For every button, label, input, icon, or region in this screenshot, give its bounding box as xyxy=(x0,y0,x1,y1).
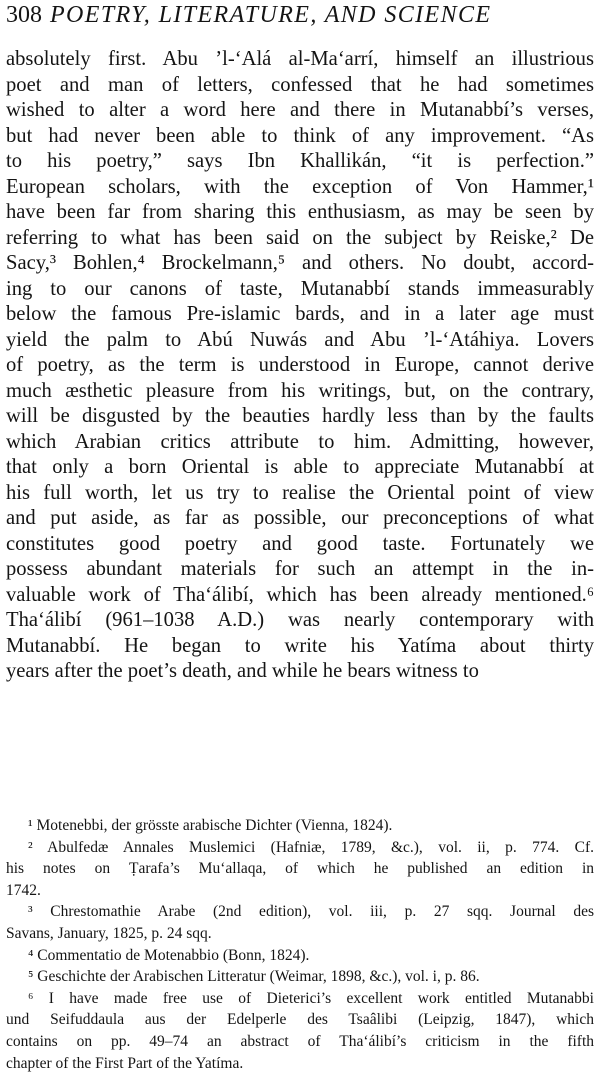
page-number: 308 xyxy=(6,2,42,28)
text-line: absolutely first. Abu ’l-‘Alá al-Ma‘arrí, himself an illustrious xyxy=(6,48,594,70)
footnote-line: his notes on Ṭarafa’s Mu‘allaqa, of which he published an edition in xyxy=(6,860,594,878)
text-line: wished to alter a word here and there in Mutanabbí’s verses, xyxy=(6,99,594,121)
footnote xyxy=(6,988,594,1074)
text-line: years after the poet’s death, and while he bears witness to xyxy=(6,660,479,682)
footnote-line: und Seifuddaula aus der Edelperle des Tsaâlibi (Leipzig, 1847), which xyxy=(6,1011,594,1029)
text-line: of poetry, as the term is understood in Europe, cannot derive xyxy=(6,354,594,376)
footnote-line: ¹ Motenebbi, der grösste arabische Dichter (Vienna, 1824). xyxy=(28,817,393,834)
text-line: will be disgusted by the beauties hardly less than by the faults xyxy=(6,405,594,427)
text-line: Mutanabbí. He began to write his Yatíma about thirty xyxy=(6,634,594,657)
footnote-line: contains on pp. 49–74 an abstract of Tha‘álibí’s criticism in the fifth xyxy=(6,1032,594,1050)
text-line: much æsthetic pleasure from his writings, but, on the contrary, xyxy=(6,379,594,402)
footnote xyxy=(6,815,594,837)
text-line: poet and man of letters, confessed that he had sometimes xyxy=(6,73,594,96)
text-line: his full worth, let us try to realise the Oriental point of view xyxy=(6,481,594,504)
footnote xyxy=(6,901,594,944)
text-line: Sacy,³ Bohlen,⁴ Brockelmann,⁵ and others. No doubt, accord- xyxy=(6,252,594,274)
footnote-line: 1742. xyxy=(6,881,41,899)
text-line: to his poetry,” says Ibn Khallikán, “it is perfection.” xyxy=(6,150,594,172)
text-line: valuable work of Tha‘álibí, which has been already mentioned.⁶ xyxy=(6,583,594,606)
footnote xyxy=(6,945,594,967)
text-line: have been far from sharing this enthusiasm, as may be seen by xyxy=(6,201,594,223)
text-line: European scholars, with the exception of Von Hammer,¹ xyxy=(6,175,594,198)
text-line: yield the palm to Abú Nuwás and Abu ’l-‘Atáhiya. Lovers xyxy=(6,328,594,351)
footnote-line: ³ Chrestomathie Arabe (2nd edition), vol. iii, p. 27 sqq. Journal des xyxy=(28,903,594,921)
text-line: ing to our canons of taste, Mutanabbí stands immeasurably xyxy=(6,277,594,300)
footnote-line: ² Abulfedæ Annales Muslemici (Hafniæ, 1789, &c.), vol. ii, p. 774. Cf. xyxy=(28,838,594,856)
text-line: below the famous Pre-islamic bards, and in a later age must xyxy=(6,303,594,325)
running-head xyxy=(6,0,596,30)
text-line: and put aside, as far as possible, our preconceptions of what xyxy=(6,507,594,529)
footnote-line: ⁵ Geschichte der Arabischen Litteratur (Weimar, 1898, &c.), vol. i, p. 86. xyxy=(28,968,480,986)
footnote xyxy=(6,966,594,988)
text-line: that only a born Oriental is able to appreciate Mutanabbí at xyxy=(6,456,594,478)
text-line: Tha‘álibí (961–1038 A.D.) was nearly contemporary with xyxy=(6,609,594,631)
text-line: referring to what has been said on the subject by Reiske,² De xyxy=(6,226,594,249)
text-line: constitutes good poetry and good taste. Fortunately we xyxy=(6,532,594,555)
body-text xyxy=(6,47,594,685)
footnote xyxy=(6,837,594,902)
footnotes xyxy=(6,815,594,1074)
text-line: possess abundant materials for such an attempt in the in- xyxy=(6,558,594,580)
text-line: but had never been able to think of any improvement. “As xyxy=(6,124,594,147)
running-head-title: POETRY, LITERATURE, AND SCIENCE xyxy=(50,2,492,28)
footnote-line: chapter of the First Part of the Yatíma. xyxy=(6,1054,244,1072)
footnote-line: ⁶ I have made free use of Dieterici’s excellent work entitled Mutanabbi xyxy=(28,989,594,1007)
footnote-line: Savans, January, 1825, p. 24 sqq. xyxy=(6,924,212,942)
footnote-line: ⁴ Commentatio de Motenabbio (Bonn, 1824). xyxy=(28,946,310,964)
text-line: which Arabian critics attribute to him. Admitting, however, xyxy=(6,430,594,453)
